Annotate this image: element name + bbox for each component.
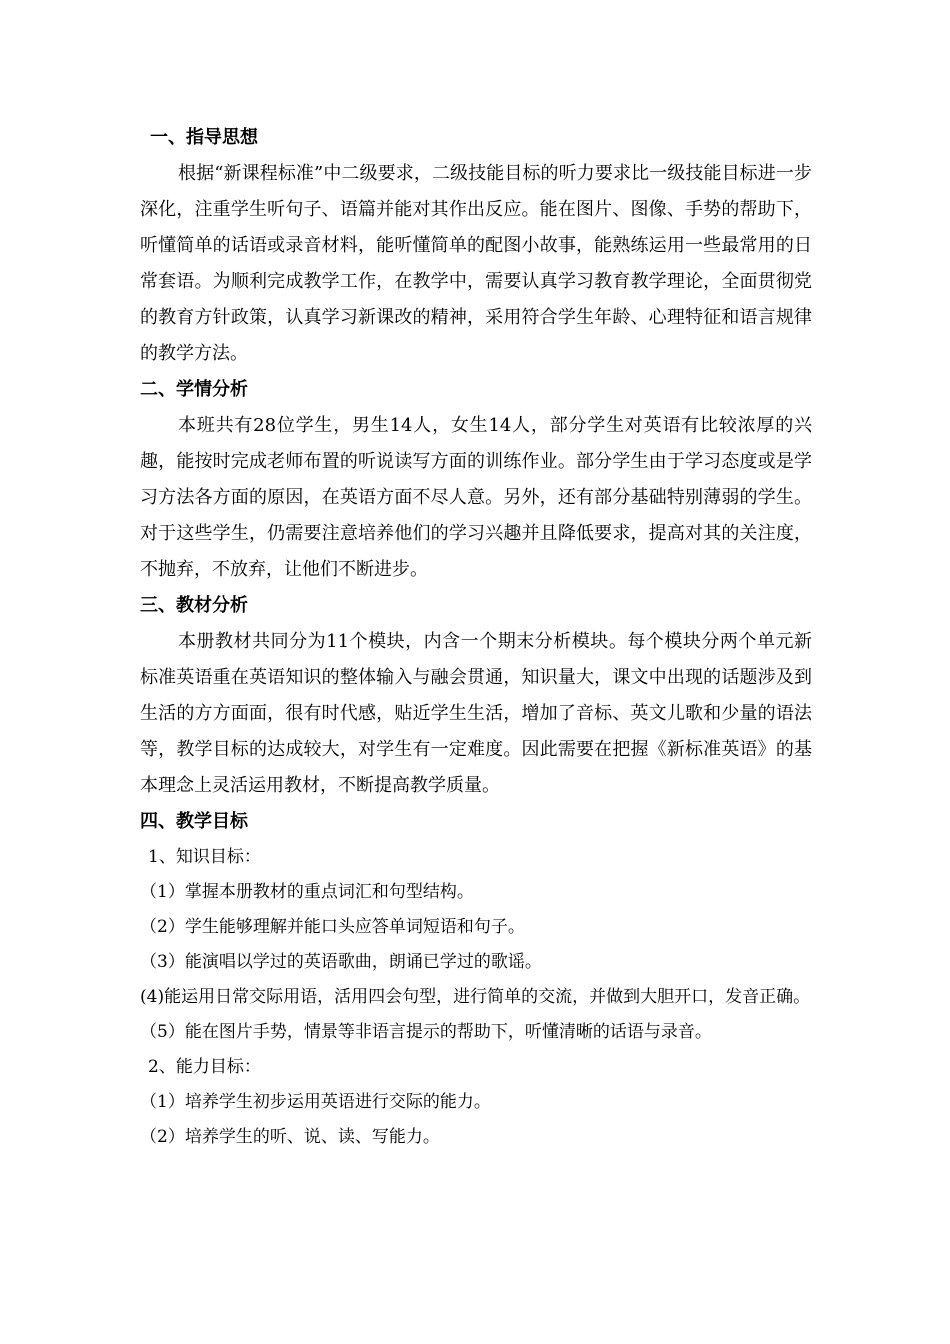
- knowledge-goal-item: （3）能演唱以学过的英语歌曲，朗诵已学过的歌谣。: [140, 952, 542, 972]
- document-body: [140, 120, 812, 1155]
- knowledge-goal-item: （2）学生能够理解并能口头应答单词短语和句子。: [140, 917, 525, 937]
- ability-goal-item: （1）培养学生初步运用英语进行交际的能力。: [140, 1092, 491, 1112]
- knowledge-goals-title: 1、知识目标：: [148, 847, 261, 867]
- section-paragraph-guiding-thought: 根据“新课程标准”中二级要求，二级技能目标的听力要求比一级技能目标进一步深化，注重学生听句子、语篇并能对其作出反应。能在图片、图像、手势的帮助下，听懂简单的话语或录音材料，能听懂简单的配图小故事，能熟练运用一些最常用的日常套语。为顺利完成教学工作，在教学中，需要认真学习教育教学理论，全面贯彻党的教育方针政策，认真学习新课改的精神，采用符合学生年龄、心理特征和语言规律的教学方法。: [140, 163, 812, 364]
- knowledge-goal-item: (4)能运用日常交际用语，活用四会句型，进行简单的交流，并做到大胆开口，发音正确。: [140, 987, 811, 1007]
- section-heading-teaching-goals: 四、教学目标: [140, 811, 248, 832]
- knowledge-goal-item: （5）能在图片手势，情景等非语言提示的帮助下，听懂清晰的话语与录音。: [140, 1022, 712, 1042]
- section-heading-textbook-analysis: 三、教材分析: [140, 595, 248, 616]
- section-paragraph-textbook-analysis: 本册教材共同分为11个模块，内含一个期末分析模块。每个模块分两个单元新标准英语重在英语知识的整体输入与融会贯通，知识量大，课文中出现的话题涉及到生活的方方面面，很有时代感，贴近学生生活，增加了音标、英文儿歌和少量的语法等，教学目标的达成较大，对学生有一定难度。因此需要在把握《新标准英语》的基本理念上灵活运用教材，不断提高教学质量。: [140, 631, 812, 796]
- knowledge-goal-item: （1）掌握本册教材的重点词汇和句型结构。: [140, 882, 474, 902]
- ability-goals-title: 2、能力目标：: [148, 1057, 261, 1077]
- section-heading-student-analysis: 二、学情分析: [140, 379, 248, 400]
- section-paragraph-student-analysis: 本班共有28位学生，男生14人，女生14人，部分学生对英语有比较浓厚的兴趣，能按时完成老师布置的听说读写方面的训练作业。部分学生由于学习态度或是学习方法各方面的原因，在英语方面不尽人意。另外，还有部分基础特别薄弱的学生。对于这些学生，仍需要注意培养他们的学习兴趣并且降低要求，提高对其的关注度，不抛弃，不放弃，让他们不断进步。: [140, 415, 812, 580]
- ability-goal-item: （2）培养学生的听、说、读、写能力。: [140, 1127, 440, 1147]
- section-heading-guiding-thought: 一、指导思想: [150, 127, 258, 148]
